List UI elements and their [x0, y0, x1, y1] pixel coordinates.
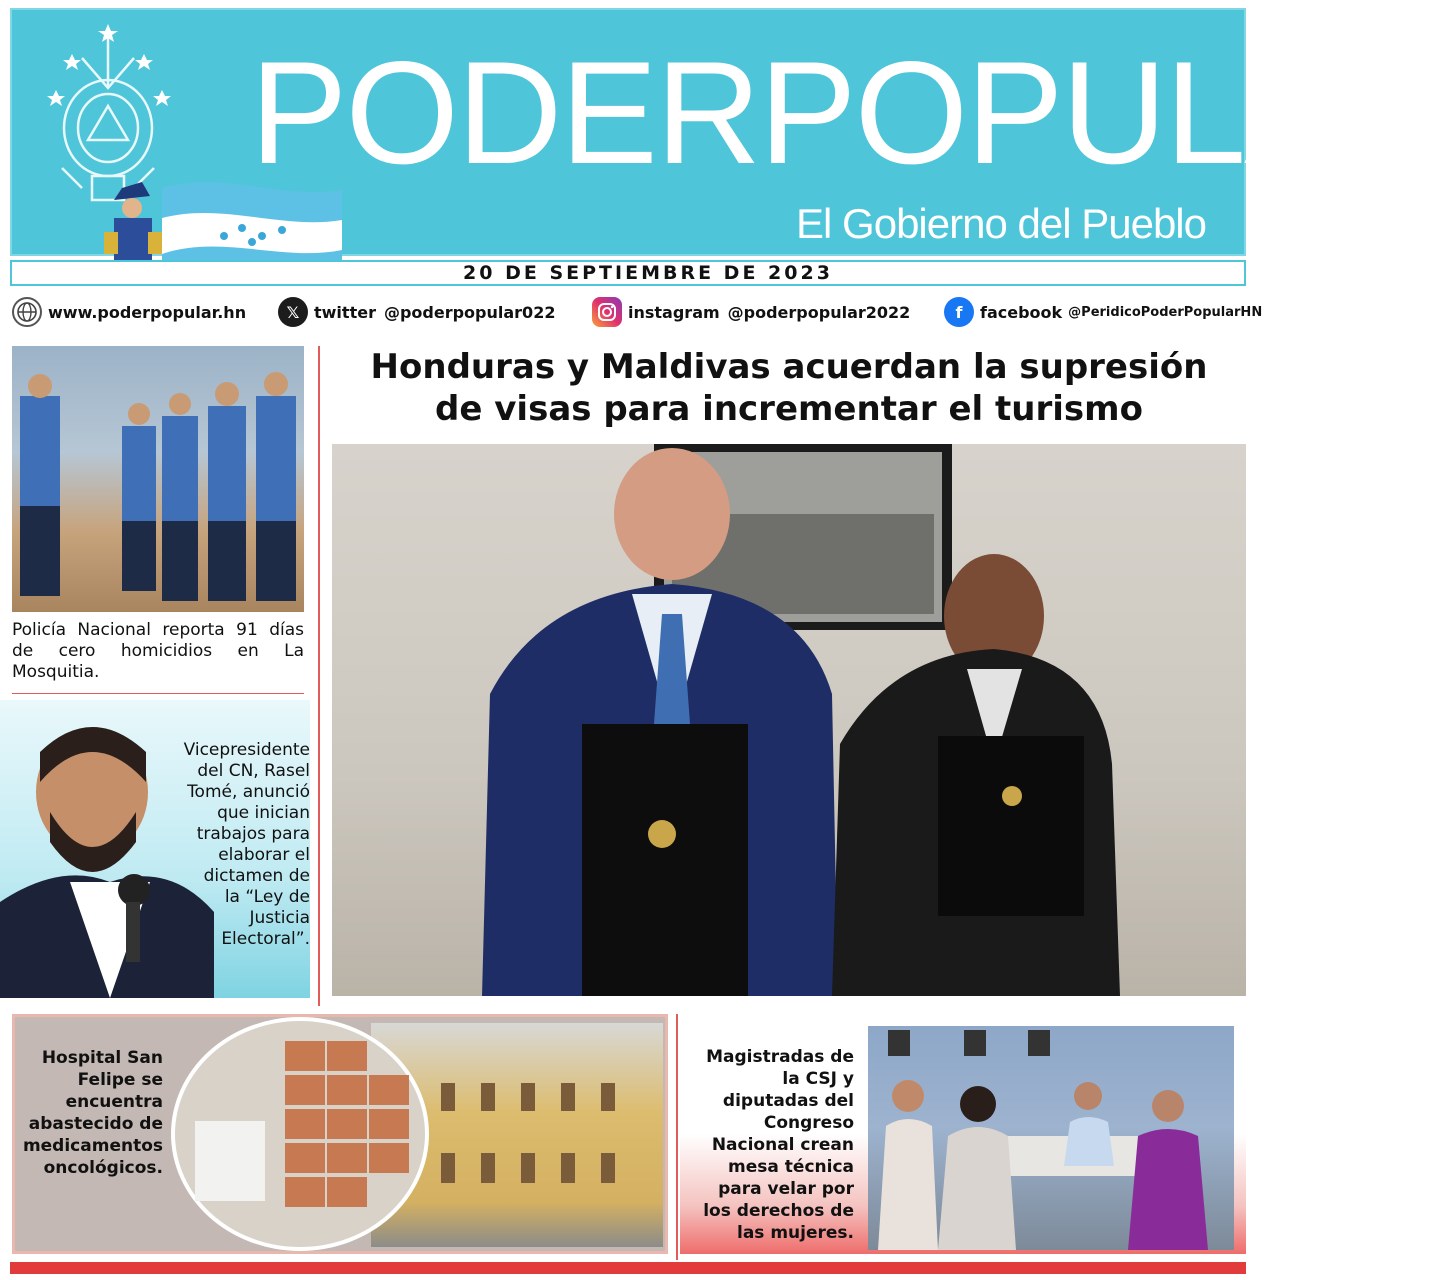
headline-line: de visas para incrementar el turismo: [435, 389, 1143, 429]
congress-line: Electoral”.: [221, 929, 310, 949]
main-headline: [332, 346, 1246, 430]
csj-line: mesa técnica: [728, 1157, 854, 1177]
csj-line: los derechos de: [703, 1201, 854, 1221]
hospital-line: abastecido de: [28, 1114, 163, 1134]
congress-line: dictamen de: [203, 866, 310, 886]
headline-line: Honduras y Maldivas acuerdan la supresión: [370, 347, 1208, 387]
social-links: [12, 296, 1263, 330]
csj-line: las mujeres.: [737, 1223, 854, 1243]
csj-line: la CSJ y: [782, 1069, 854, 1089]
hospital-line: Felipe se: [77, 1070, 163, 1090]
congress-line: Vicepresidente: [183, 740, 310, 760]
hospital-line: Hospital San: [41, 1048, 163, 1068]
congress-line: Justicia: [249, 908, 310, 928]
hospital-line: oncológicos.: [43, 1158, 163, 1178]
facebook-handle: @PeridicoPoderPopularHN: [1068, 304, 1263, 320]
medicine-storage-photo: [171, 1017, 429, 1251]
csj-line: Congreso: [763, 1113, 854, 1133]
twitter-link[interactable]: [278, 296, 555, 328]
congress-line: elaborar el: [218, 845, 310, 865]
column-divider: [676, 1014, 678, 1260]
congress-line: Tomé, anunció: [187, 782, 310, 802]
csj-line: Nacional crean: [711, 1135, 854, 1155]
honduras-flag-icon: [92, 170, 352, 310]
hospital-story-text: [19, 1047, 163, 1179]
hospital-line: encuentra: [65, 1092, 163, 1112]
hospital-line: medicamentos: [22, 1136, 163, 1156]
csj-story-box: [680, 1014, 1246, 1254]
footer-bar: [10, 1262, 1246, 1274]
csj-line: diputadas del: [722, 1091, 854, 1111]
twitter-label: twitter: [314, 302, 376, 322]
website-link[interactable]: [12, 296, 246, 328]
congress-line: trabajos para: [196, 824, 310, 844]
congress-story-text: [130, 740, 310, 950]
hospital-story-box: [12, 1014, 668, 1254]
instagram-icon: [592, 297, 622, 327]
instagram-handle: @poderpopular2022: [727, 302, 911, 322]
congress-line: la “Ley de: [224, 887, 310, 907]
globe-icon: [12, 297, 42, 327]
newspaper-title: PODERPOPULAR: [250, 31, 1443, 194]
column-divider: [318, 346, 320, 1006]
main-photo: [332, 444, 1246, 996]
csj-meeting-photo: [868, 1026, 1234, 1250]
x-logo-icon: 𝕏: [278, 297, 308, 327]
csj-line: para velar por: [718, 1179, 854, 1199]
date-bar: [10, 260, 1246, 286]
police-photo: [12, 346, 304, 612]
facebook-icon: f: [944, 297, 974, 327]
website-label: www.poderpopular.hn: [48, 302, 247, 322]
divider: [12, 693, 304, 694]
issue-date: 20 DE SEPTIEMBRE DE 2023: [463, 262, 833, 284]
police-story: Policía Nacional reporta 91 días de cero homicidios en La Mosquitia.: [12, 620, 304, 682]
facebook-link[interactable]: [944, 296, 1262, 328]
instagram-label: instagram: [628, 302, 720, 322]
newspaper-subtitle: El Gobierno del Pueblo: [796, 200, 1206, 247]
instagram-link[interactable]: [592, 296, 910, 328]
congress-line: que inician: [217, 803, 310, 823]
facebook-label: facebook: [980, 302, 1063, 322]
congress-line: del CN, Rasel: [197, 761, 310, 781]
csj-story-text: [690, 1046, 854, 1244]
twitter-handle: @poderpopular022: [383, 302, 556, 322]
csj-line: Magistradas de: [706, 1047, 854, 1067]
